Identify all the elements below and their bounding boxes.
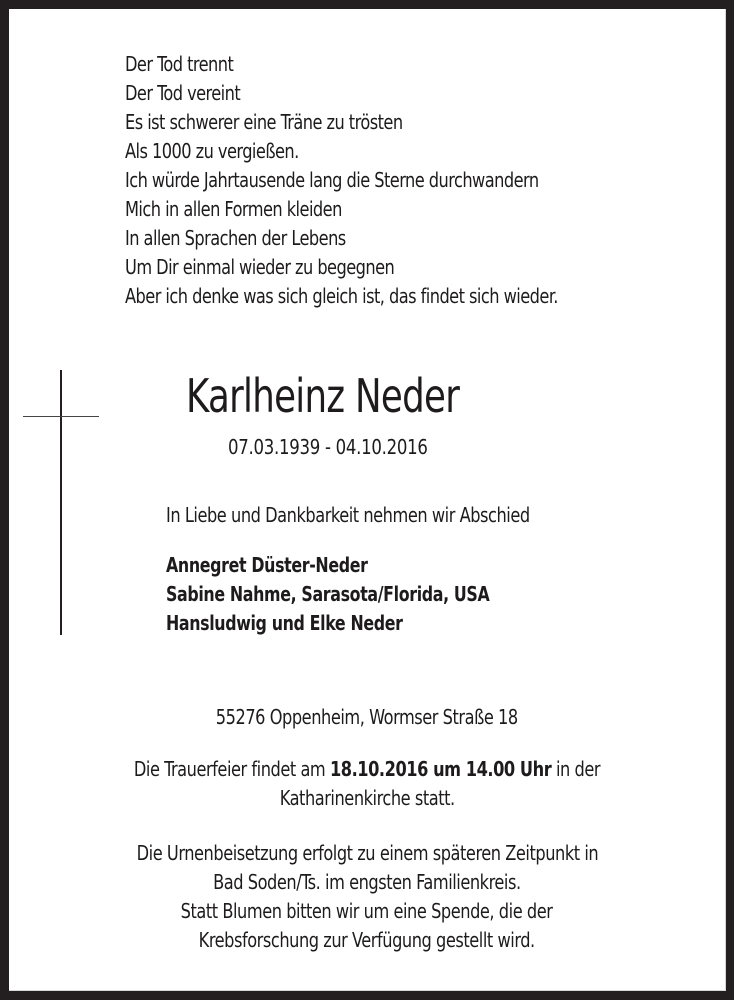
ceremony-prefix: Die Trauerfeier findet am — [133, 757, 330, 781]
mourner: Hansludwig und Elke Neder — [166, 611, 403, 635]
ceremony-line-2: Katharinenkirche statt. — [279, 786, 455, 810]
mourner: Sabine Nahme, Sarasota/Florida, USA — [166, 582, 490, 606]
poem — [125, 50, 606, 311]
ceremony-line-1 — [134, 755, 600, 784]
poem-line: Als 1000 zu vergießen. — [125, 139, 299, 163]
ceremony-datetime: 18.10.2016 um 14.00 Uhr — [329, 757, 552, 781]
address: 55276 Oppenheim, Wormser Straße 18 — [216, 705, 518, 729]
poem-line: Aber ich denke was sich gleich ist, das findet sich wieder. — [125, 284, 558, 308]
ceremony-suffix: in der — [551, 757, 601, 781]
address-block — [9, 703, 725, 732]
burial-block — [9, 839, 725, 955]
poem-line: Es ist schwerer eine Träne zu trösten — [125, 110, 403, 134]
donation-line: Krebsforschung zur Verfügung gestellt wird. — [198, 928, 536, 952]
donation-line: Statt Blumen bitten wir um eine Spende, die der — [181, 899, 553, 923]
poem-line: Um Dir einmal wieder zu begegnen — [125, 255, 395, 279]
obituary-card — [9, 9, 726, 991]
deceased-name: Karlheinz Neder — [186, 369, 460, 423]
poem-line: Ich würde Jahrtausende lang die Sterne durchwandern — [125, 168, 539, 192]
farewell-text: In Liebe und Dankbarkeit nehmen wir Abschied — [166, 503, 530, 527]
cross-vertical-bar — [60, 370, 62, 635]
poem-line: Der Tod trennt — [125, 52, 234, 76]
mourners-list — [166, 551, 533, 638]
burial-line: Bad Soden/Ts. im engsten Familienkreis. — [213, 870, 521, 894]
mourner: Annegret Düster-Neder — [166, 553, 368, 577]
ceremony-block — [9, 755, 725, 813]
poem-line: Mich in allen Formen kleiden — [125, 197, 342, 221]
poem-line: In allen Sprachen der Lebens — [125, 226, 346, 250]
life-dates: 07.03.1939 - 04.10.2016 — [228, 435, 428, 459]
poem-line: Der Tod vereint — [125, 81, 241, 105]
burial-line: Die Urnenbeisetzung erfolgt zu einem späteren Zeitpunkt in — [136, 841, 598, 865]
cross-horizontal-bar — [23, 416, 99, 417]
